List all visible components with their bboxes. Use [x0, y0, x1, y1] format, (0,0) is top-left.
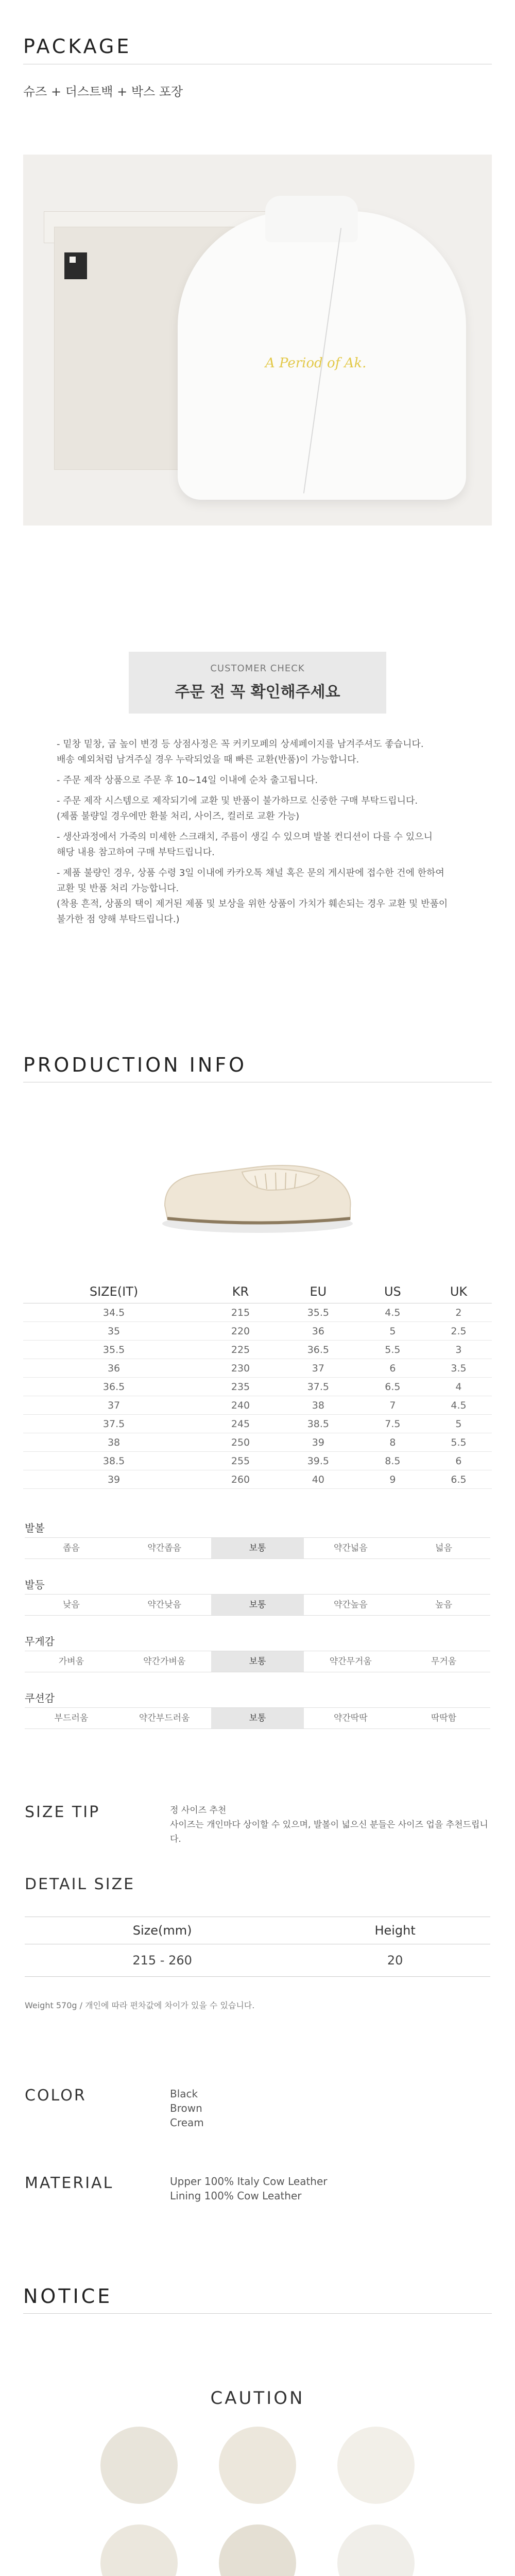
detail-size-title: DETAIL SIZE [25, 1875, 135, 1893]
size-cell: 6.5 [360, 1378, 425, 1396]
caution-photo-6 [337, 2524, 415, 2576]
size-table-row [23, 1378, 492, 1396]
size-tip-line: 정 사이즈 추천 [170, 1805, 227, 1816]
loafer-shoe-image [154, 1118, 360, 1252]
size-cell: 36 [277, 1322, 360, 1341]
feel-option: 약간가벼움 [143, 1656, 186, 1667]
feel-option: 약간낮음 [147, 1600, 182, 1610]
size-cell: 3.5 [425, 1359, 492, 1378]
weight-note: Weight 570g / 개인에 따라 편차값에 차이가 있을 수 있습니다. [25, 2001, 255, 2010]
size-table-header [23, 1280, 492, 1303]
size-cell: 230 [204, 1359, 277, 1378]
note-line: - 제품 불량인 경우, 상품 수령 3일 이내에 카카오톡 채널 혹은 문의 게시판에 접수한 건에 한하여 [57, 868, 444, 878]
size-cell: 2.5 [425, 1322, 492, 1341]
size-cell: 7.5 [360, 1415, 425, 1433]
size-table-row [23, 1452, 492, 1470]
feel-option: 높음 [435, 1600, 453, 1610]
size-cell: 36.5 [23, 1378, 204, 1396]
dust-bag-neck [265, 196, 358, 242]
detail-header-cell: Size(mm) [25, 1917, 300, 1944]
notice-title: NOTICE [23, 2285, 113, 2308]
size-cell: 39.5 [277, 1452, 360, 1470]
size-cell: 225 [204, 1341, 277, 1359]
size-cell: 7 [360, 1396, 425, 1415]
size-header-cell: UK [425, 1280, 492, 1303]
size-cell: 220 [204, 1322, 277, 1341]
note-line: 해당 내용 참고하여 구매 부탁드립니다. [57, 847, 215, 858]
size-cell: 36 [23, 1359, 204, 1378]
feel-option: 좁음 [62, 1543, 80, 1553]
size-cell: 9 [360, 1470, 425, 1489]
size-header-cell: SIZE(IT) [23, 1280, 204, 1303]
size-cell: 250 [204, 1433, 277, 1452]
feel-option: 약간무거움 [329, 1656, 372, 1667]
size-cell: 35.5 [277, 1303, 360, 1322]
detail-value-cell: 215 - 260 [25, 1944, 300, 1977]
size-cell: 8 [360, 1433, 425, 1452]
color-value: Black [170, 2088, 198, 2100]
brand-logo-icon [64, 252, 87, 279]
size-cell: 6 [360, 1359, 425, 1378]
size-tip-title: SIZE TIP [25, 1803, 100, 1821]
size-cell: 4 [425, 1378, 492, 1396]
customer-check-heading: 주문 전 꼭 확인해주세요 [175, 683, 340, 701]
color-title: COLOR [25, 2087, 87, 2105]
feel-option: 약간좁음 [147, 1543, 182, 1553]
size-tip-text [170, 1803, 489, 1846]
size-cell: 4.5 [425, 1396, 492, 1415]
size-cell: 35 [23, 1322, 204, 1341]
caution-title: CAUTION [210, 2388, 305, 2409]
note-line: (착용 흔적, 상품의 택이 제거된 제품 및 보상을 위한 상품이 가치가 훼손되는 경우 교환 및 반품이 [57, 899, 448, 909]
size-header-cell: KR [204, 1280, 277, 1303]
feel-option-selected: 보통 [211, 1538, 304, 1558]
detail-size-table [25, 1917, 490, 1977]
size-table-row [23, 1303, 492, 1322]
size-table-row [23, 1396, 492, 1415]
size-cell: 4.5 [360, 1303, 425, 1322]
size-cell: 36.5 [277, 1341, 360, 1359]
detail-header-cell: Height [300, 1917, 490, 1944]
size-table-row [23, 1322, 492, 1341]
note-line: 교환 및 반품 처리 가능합니다. [57, 883, 179, 894]
size-cell: 5.5 [425, 1433, 492, 1452]
caution-photo-2 [219, 2427, 296, 2504]
size-cell: 37.5 [277, 1378, 360, 1396]
caution-photo-1 [100, 2427, 178, 2504]
color-value: Brown [170, 2102, 202, 2114]
size-tip-line: 사이즈는 개인마다 상이할 수 있으며, 발볼이 넓으신 분들은 사이즈 업을 추천드립니다. [170, 1820, 488, 1844]
size-cell: 5 [425, 1415, 492, 1433]
feel-option: 낮음 [62, 1600, 80, 1610]
color-values [170, 2087, 204, 2130]
feel-option: 딱딱함 [431, 1713, 457, 1723]
note-line: - 생산과정에서 가죽의 미세한 스크래치, 주름이 생길 수 있으며 발볼 컨디션이 다를 수 있으니 [57, 832, 433, 842]
caution-photo-5 [219, 2524, 296, 2576]
size-cell: 38 [277, 1396, 360, 1415]
feel-option: 약간높음 [333, 1600, 368, 1610]
size-cell: 215 [204, 1303, 277, 1322]
size-cell: 37.5 [23, 1415, 204, 1433]
size-cell: 40 [277, 1470, 360, 1489]
size-cell: 38.5 [23, 1452, 204, 1470]
size-cell: 5.5 [360, 1341, 425, 1359]
production-title: PRODUCTION INFO [23, 1054, 247, 1076]
size-table-row [23, 1433, 492, 1452]
feel-option-selected: 보통 [211, 1651, 304, 1672]
feel-scale [25, 1537, 490, 1559]
size-cell: 38.5 [277, 1415, 360, 1433]
customer-check-box [129, 652, 386, 714]
size-cell: 34.5 [23, 1303, 204, 1322]
size-cell: 235 [204, 1378, 277, 1396]
feel-label: 무게감 [25, 1635, 55, 1648]
size-cell: 38 [23, 1433, 204, 1452]
material-title: MATERIAL [25, 2174, 114, 2192]
dust-bag-print: A Period of Ak. [265, 355, 367, 371]
size-cell: 6.5 [425, 1470, 492, 1489]
material-values [170, 2174, 328, 2203]
size-table-row [23, 1470, 492, 1489]
feel-label: 발등 [25, 1579, 45, 1591]
size-cell: 255 [204, 1452, 277, 1470]
size-cell: 2 [425, 1303, 492, 1322]
caution-photo-4 [100, 2524, 178, 2576]
note-line: 배송 예외처럼 남겨주실 경우 누락되었을 때 빠른 교환(반품)이 가능합니다. [57, 754, 359, 765]
detail-value-cell: 20 [300, 1944, 490, 1977]
feel-scale [25, 1594, 490, 1616]
size-cell: 6 [425, 1452, 492, 1470]
feel-label: 발볼 [25, 1522, 45, 1534]
size-cell: 240 [204, 1396, 277, 1415]
note-line: (제품 불량일 경우에만 환불 처리, 사이즈, 컬러로 교환 가능) [57, 811, 300, 822]
caution-photo-3 [337, 2427, 415, 2504]
size-cell: 245 [204, 1415, 277, 1433]
feel-option: 약간딱딱 [333, 1713, 368, 1723]
package-subtitle: 슈즈 + 더스트백 + 박스 포장 [23, 84, 183, 99]
feel-option: 넓음 [435, 1543, 453, 1553]
customer-check-label: CUSTOMER CHECK [210, 663, 305, 674]
size-cell: 3 [425, 1341, 492, 1359]
note-line: - 주문 제작 시스템으로 제작되기에 교환 및 반품이 불가하므로 신중한 구매 부탁드립니다. [57, 795, 418, 806]
color-value: Cream [170, 2116, 204, 2129]
feel-option-selected: 보통 [211, 1708, 304, 1728]
package-photo [23, 155, 492, 526]
customer-check-notes [57, 737, 458, 927]
feel-option: 약간넓음 [333, 1543, 368, 1553]
feel-option: 약간부드러움 [139, 1713, 190, 1723]
size-table-row [23, 1359, 492, 1378]
size-table-row [23, 1415, 492, 1433]
feel-scale [25, 1651, 490, 1672]
size-cell: 5 [360, 1322, 425, 1341]
feel-option: 부드러움 [54, 1713, 89, 1723]
note-line: - 주문 제작 상품으로 주문 후 10~14일 이내에 순차 출고됩니다. [57, 775, 318, 786]
size-cell: 35.5 [23, 1341, 204, 1359]
size-header-cell: US [360, 1280, 425, 1303]
note-line: 불가한 점 양해 부탁드립니다.) [57, 914, 180, 925]
notice-divider [23, 2313, 492, 2314]
size-cell: 37 [23, 1396, 204, 1415]
size-cell: 8.5 [360, 1452, 425, 1470]
material-value: Lining 100% Cow Leather [170, 2190, 302, 2202]
feel-option: 무거움 [431, 1656, 457, 1667]
size-cell: 39 [23, 1470, 204, 1489]
size-cell: 39 [277, 1433, 360, 1452]
note-line: - 밑창 밑창, 굽 높이 변경 등 상점사정은 꼭 커키모페의 상세페이지를 남겨주셔도 좋습니다. [57, 739, 424, 750]
material-value: Upper 100% Italy Cow Leather [170, 2175, 328, 2188]
size-table [23, 1280, 492, 1489]
feel-option: 가벼움 [58, 1656, 84, 1667]
size-table-row [23, 1341, 492, 1359]
size-header-cell: EU [277, 1280, 360, 1303]
feel-scale [25, 1707, 490, 1729]
feel-label: 쿠션감 [25, 1692, 55, 1704]
package-title: PACKAGE [23, 35, 132, 58]
size-cell: 260 [204, 1470, 277, 1489]
size-cell: 37 [277, 1359, 360, 1378]
feel-option-selected: 보통 [211, 1595, 304, 1615]
